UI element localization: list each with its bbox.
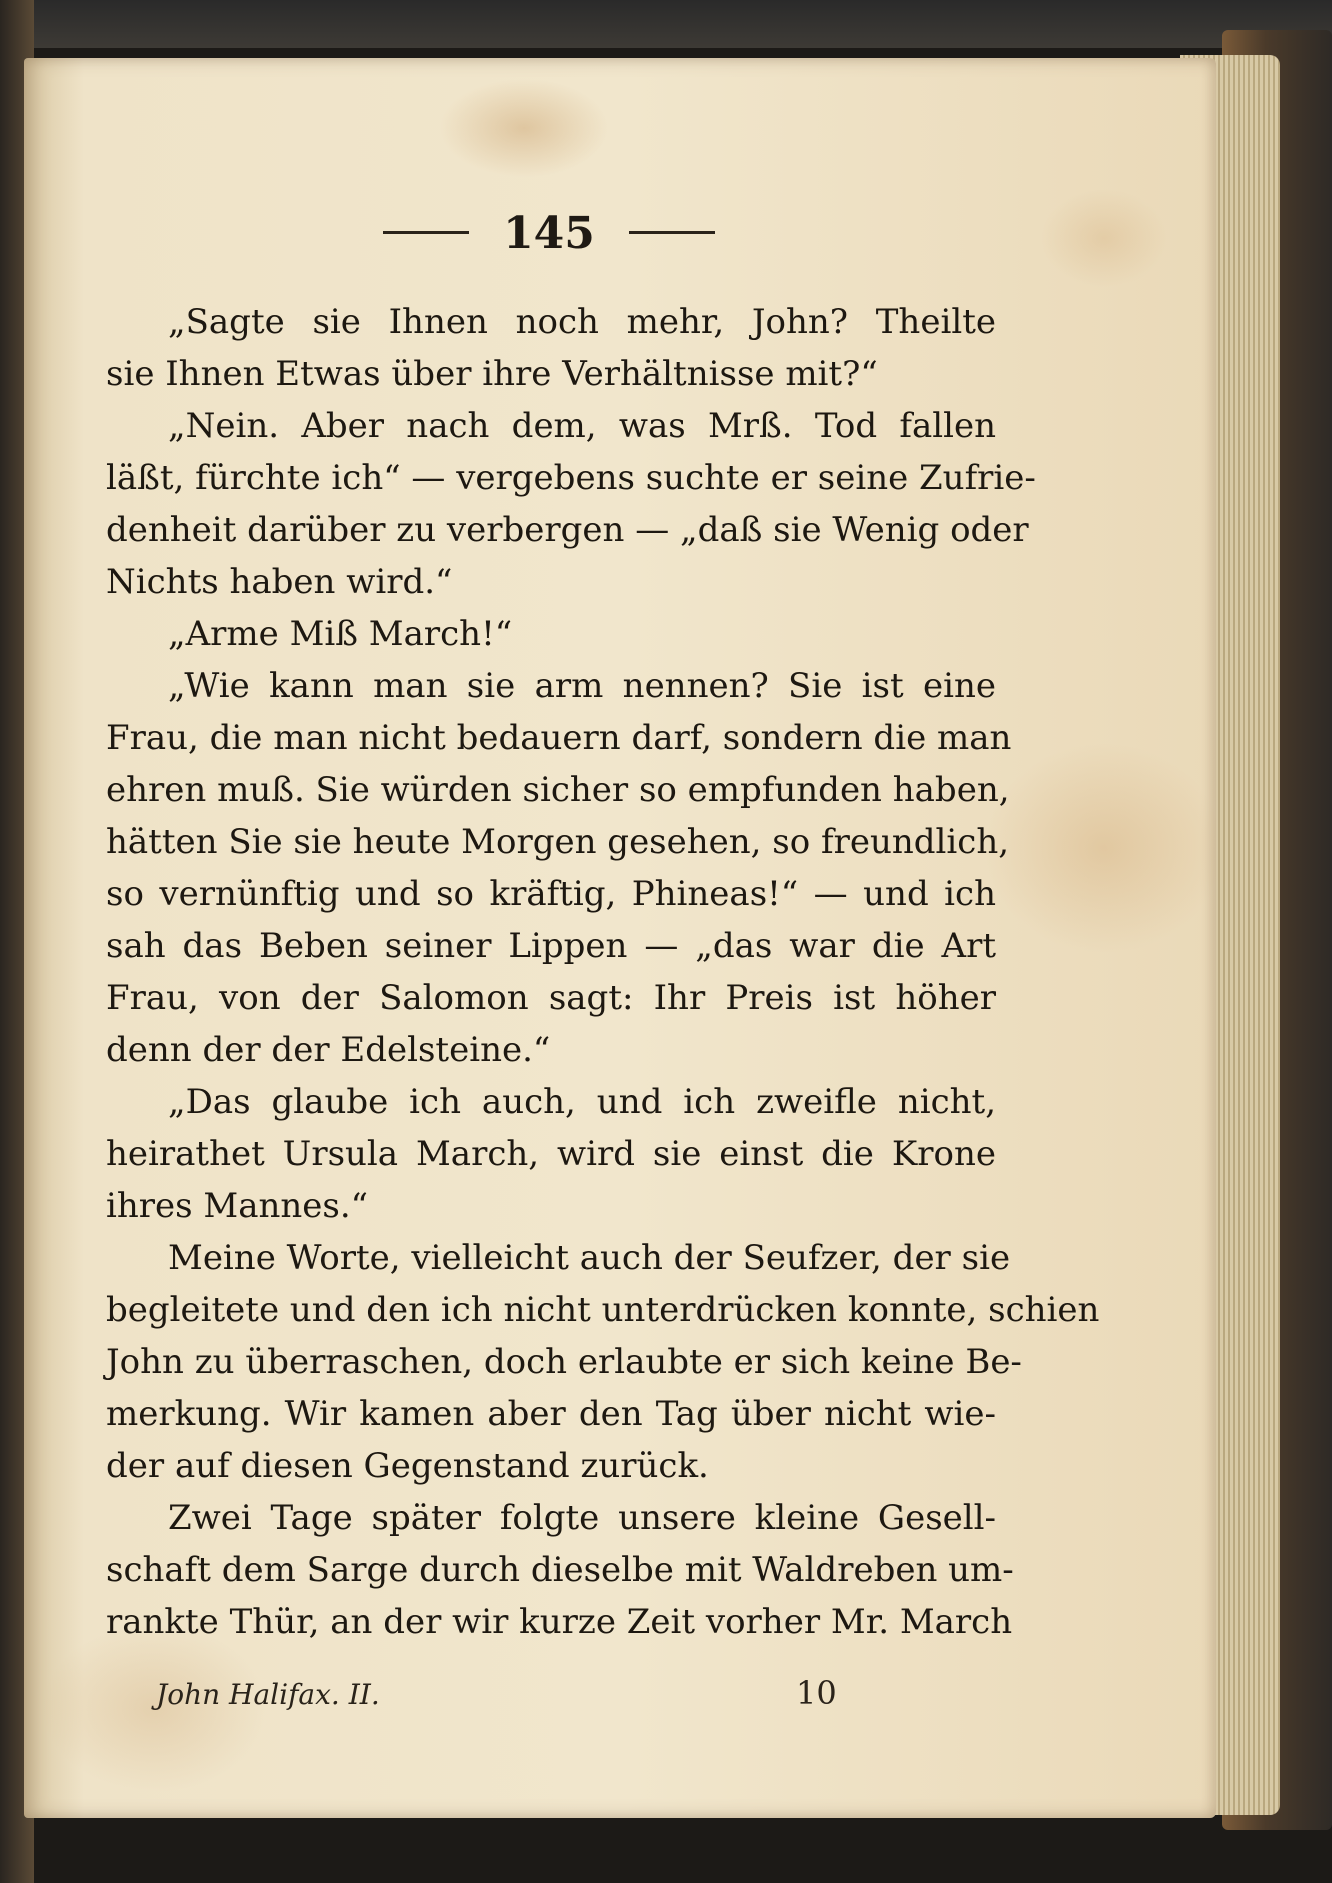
text-line: schaft dem Sarge durch dieselbe mit Waldreben um-	[106, 1550, 1014, 1590]
header-dash-right	[629, 231, 715, 234]
text-line: läßt, fürchte ich“ — vergebens suchte er seine Zufrie-	[106, 458, 1036, 498]
text-line: sie Ihnen Etwas über ihre Verhältnisse mit?“	[106, 354, 878, 394]
text-line: Nichts haben wird.“	[106, 562, 453, 602]
text-line: „Arme Miß March!“	[168, 614, 513, 654]
text-line: „Sagte sie Ihnen noch mehr, John? Theilte	[168, 302, 996, 342]
page-header	[24, 208, 1074, 259]
text-line: ehren muß. Sie würden sicher so empfunden haben,	[106, 770, 1010, 810]
page-footer	[156, 1674, 996, 1718]
text-line: Meine Worte, vielleicht auch der Seufzer, der sie	[168, 1238, 1011, 1278]
text-line: Frau, von der Salomon sagt: Ihr Preis ist höher	[106, 978, 996, 1018]
text-line: „Wie kann man sie arm nennen? Sie ist eine	[168, 666, 996, 706]
page-number: 145	[503, 208, 595, 259]
footer-sheet-number: 10	[796, 1674, 837, 1712]
text-line: Zwei Tage später folgte unsere kleine Gesell-	[168, 1498, 996, 1538]
text-line: „Nein. Aber nach dem, was Mrß. Tod fallen	[168, 406, 996, 446]
text-line: rankte Thür, an der wir kurze Zeit vorher Mr. March	[106, 1602, 1013, 1642]
backdrop-top	[0, 0, 1332, 48]
text-line: hätten Sie sie heute Morgen gesehen, so freundlich,	[106, 822, 1010, 862]
text-line: heirathet Ursula March, wird sie einst die Krone	[106, 1134, 996, 1174]
text-line: ihres Mannes.“	[106, 1186, 369, 1226]
body-text	[106, 296, 1100, 1648]
book-page	[24, 58, 1216, 1818]
header-dash-left	[383, 231, 469, 234]
text-line: so vernünftig und so kräftig, Phineas!“ — und ich	[106, 874, 996, 914]
text-line: merkung. Wir kamen aber den Tag über nicht wie-	[106, 1394, 996, 1434]
text-line: denheit darüber zu verbergen — „daß sie Wenig oder	[106, 510, 1029, 550]
text-line: John zu überraschen, doch erlaubte er sich keine Be-	[106, 1342, 1022, 1382]
footer-signature: John Halifax. II.	[156, 1678, 380, 1711]
text-line: Frau, die man nicht bedauern darf, sondern die man	[106, 718, 1012, 758]
text-line: begleitete und den ich nicht unterdrücken konnte, schien	[106, 1290, 1100, 1330]
text-line: „Das glaube ich auch, und ich zweifle nicht,	[168, 1082, 996, 1122]
text-line: denn der der Edelsteine.“	[106, 1030, 551, 1070]
text-line: sah das Beben seiner Lippen — „das war die Art	[106, 926, 996, 966]
text-line: der auf diesen Gegenstand zurück.	[106, 1446, 709, 1486]
